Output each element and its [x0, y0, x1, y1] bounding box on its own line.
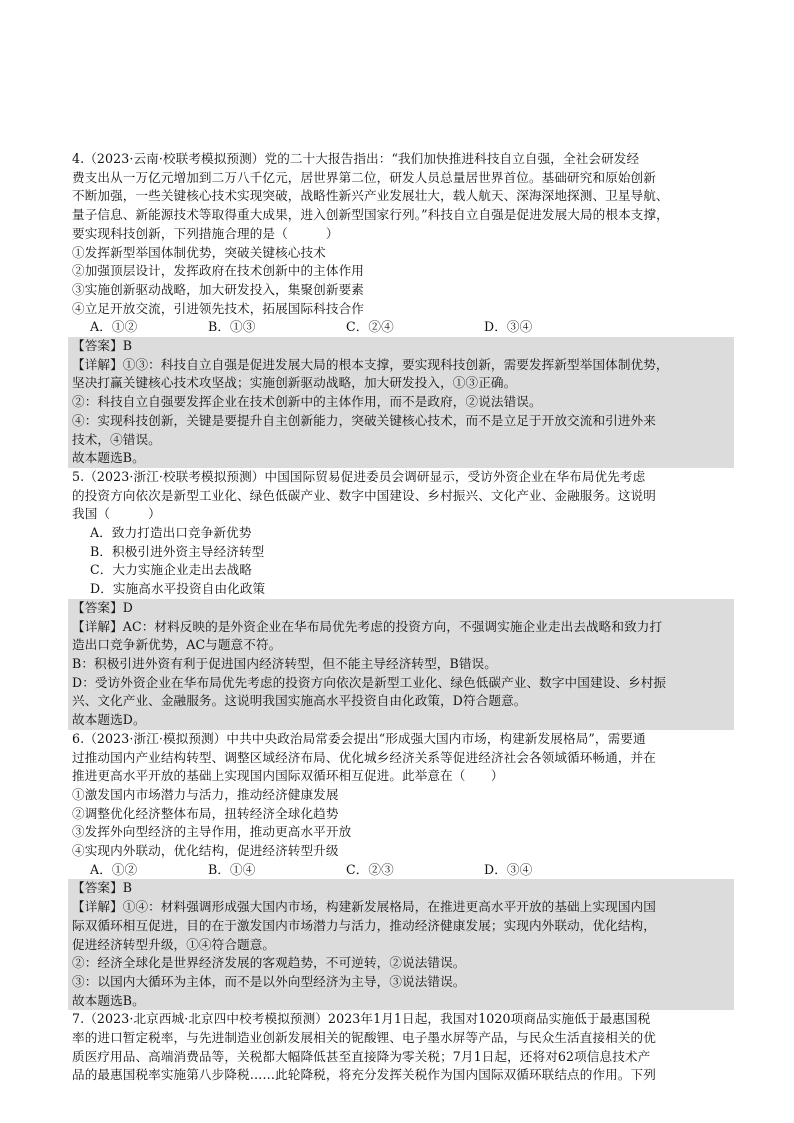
question-stem [72, 468, 730, 524]
analysis-line: 际双循环相互促进，目的在于激发国内市场潜力与活力，推动经济健康发展；实现内外联动，优化结构， [72, 917, 656, 933]
stem-line: 不断加强，一些关键核心技术实现突破，战略性新兴产业发展壮大，载人航天、深海深地探测、卫星导航、 [72, 188, 669, 204]
analysis-line: 故本题选B。 [72, 450, 145, 466]
analysis-line: 兴、文化产业、金融服务。这说明我国实施高水平投资自由化政策，D符合题意。 [72, 693, 527, 709]
stem-line: 7.（2023·北京西城·北京四中校考模拟预测）2023年1月1日起，我国对1020项商品实施低于最惠国税 [72, 1011, 651, 1027]
analysis-line: ④：实现科技创新，关键是要提升自主创新能力，突破关键核心技术，而不是立足于开放交流和引进外来 [72, 412, 656, 428]
option-c: C．大力实施企业走出去战略 [90, 562, 253, 578]
analysis-line: ③：以国内大循环为主体，而不是以外向型经济为主导，③说法错误。 [72, 973, 466, 989]
option-a: A．①② [90, 319, 138, 335]
stem-line: 要实现科技创新，下列措施合理的是（ ） [72, 225, 339, 241]
analysis-line: 促进经济转型升级，①④符合题意。 [72, 936, 276, 952]
analysis-line: 坚决打赢关键核心技术攻坚战；实施创新驱动战略，加大研发投入，①③正确。 [72, 375, 517, 391]
analysis-line: 故本题选D。 [72, 712, 146, 728]
statement-list [72, 244, 730, 319]
analysis-line: 技术，④错误。 [72, 431, 161, 447]
stem-line: 费支出从一万亿元增加到二万八千亿元，居世界第二位，研发人员总量居世界首位。基础研究和原始创新 [72, 169, 656, 185]
stem-line: 4.（2023·云南·校联考模拟预测）党的二十大报告指出：“我们加快推进科技自立自强，全社会研发经 [72, 151, 640, 166]
statement-item: ④立足开放交流，引进领先技术，拓展国际科技合作 [72, 300, 364, 316]
analysis-line: D：受访外资企业在华布局优先考虑的投资方向依次是新型工业化、绿色低碳产业、数字中国建设、乡村振 [72, 674, 667, 690]
option-c: C．②④ [346, 319, 394, 335]
analysis-line: 造出口竞争新优势，AC与题意不符。 [72, 637, 282, 653]
stem-line: 5.（2023·浙江·校联考模拟预测）中国国际贸易促进委员会调研显示，受访外资企业在华布局优先考虑 [72, 468, 646, 484]
statement-item: ④实现内外联动，优化结构，促进经济转型升级 [72, 843, 339, 859]
stem-line: 质医疗用品、高端消费品等，关税都大幅降低甚至直接降为零关税；7月1日起，还将对62项信息技术产 [72, 1048, 651, 1064]
question-7 [72, 1010, 730, 1085]
statement-item: ②加强顶层设计，发挥政府在技术创新中的主体作用 [72, 263, 364, 279]
answer-label: 【答案】B [72, 880, 133, 896]
analysis-line: ②：科技自立自强要发挥企业在技术创新中的主体作用，而不是政府，②说法错误。 [72, 394, 542, 410]
option-a: A．①② [90, 861, 138, 877]
analysis-line: 【详解】AC：材料反映的是外资企业在华布局优先考虑的投资方向，不强调实施企业走出去战略和致力打 [72, 618, 663, 634]
option-a: A．致力打造出口竞争新优势 [90, 525, 252, 541]
option-b: B．积极引进外资主导经济转型 [90, 543, 265, 559]
statement-list [72, 786, 730, 861]
statement-item: ①激发国内市场潜力与活力，推动经济健康发展 [72, 786, 339, 802]
statement-item: ③发挥外向型经济的主导作用，推动更高水平开放 [72, 824, 352, 840]
stem-line: 推进更高水平开放的基础上实现国内国际双循环相互促进。此举意在（ ） [72, 768, 504, 784]
question-stem [72, 150, 730, 244]
option-b: B．①④ [208, 861, 256, 877]
question-stem [72, 730, 730, 786]
question-4 [72, 150, 730, 468]
option-d: D．实施高水平投资自由化政策 [90, 581, 266, 597]
analysis-line: B：积极引进外资有利于促进国内经济转型，但不能主导经济转型，B错误。 [72, 655, 497, 671]
option-row [72, 318, 730, 337]
analysis-line: 【详解】①③：科技自立自强是促进发展大局的根本支撑，要实现科技创新，需要发挥新型举国体制优势， [72, 356, 669, 372]
stem-line: 品的最惠国税率实施第八步降税……此轮降税，将充分发挥关税作为国内国际双循环联结点的作用。下列 [72, 1067, 656, 1083]
option-b: B．①③ [208, 319, 256, 335]
stem-line: 6.（2023·浙江·模拟预测）中共中央政治局常委会提出“形成强大国内市场，构建新发展格局”，需要通 [72, 730, 646, 746]
option-d: D．③④ [484, 861, 533, 877]
option-c: C．②③ [346, 861, 394, 877]
answer-label: 【答案】B [72, 338, 133, 354]
option-d: D．③④ [484, 319, 533, 335]
stem-line: 量子信息、新能源技术等取得重大成果，进入创新型国家行列。”科技自立自强是促进发展大局的根本支撑， [72, 207, 669, 223]
stem-line: 过推动国内产业结构转型、调整区域经济布局、优化城乡经济关系等促进经济社会各领域循环畅通，并在 [72, 749, 656, 765]
statement-item: ③实施创新驱动战略，加大研发投入，集聚创新要素 [72, 281, 364, 297]
question-6 [72, 730, 730, 1011]
answer-block [68, 599, 734, 730]
stem-line: 我国（ ） [72, 506, 161, 522]
answer-block [68, 879, 734, 1010]
answer-block [68, 337, 734, 468]
analysis-line: 故本题选B。 [72, 992, 145, 1008]
question-stem [72, 1010, 730, 1085]
question-5 [72, 468, 730, 730]
option-list [72, 524, 730, 599]
stem-line: 率的进口暂定税率，与先进制造业创新发展相关的铌酸锂、电子墨水屏等产品，与民众生活直接相关的优 [72, 1030, 656, 1046]
analysis-line: 【详解】①④：材料强调形成强大国内市场，构建新发展格局，在推进更高水平开放的基础上实现国内国 [72, 899, 656, 915]
stem-line: 的投资方向依次是新型工业化、绿色低碳产业、数字中国建设、乡村振兴、文化产业、金融服务。这说明 [72, 487, 656, 503]
option-row [72, 861, 730, 880]
answer-label: 【答案】D [72, 599, 133, 615]
statement-item: ①发挥新型举国体制优势，突破关键核心技术 [72, 244, 326, 260]
statement-item: ②调整优化经济整体布局，扭转经济全球化趋势 [72, 805, 339, 821]
analysis-line: ②：经济全球化是世界经济发展的客观趋势，不可逆转，②说法错误。 [72, 955, 466, 971]
